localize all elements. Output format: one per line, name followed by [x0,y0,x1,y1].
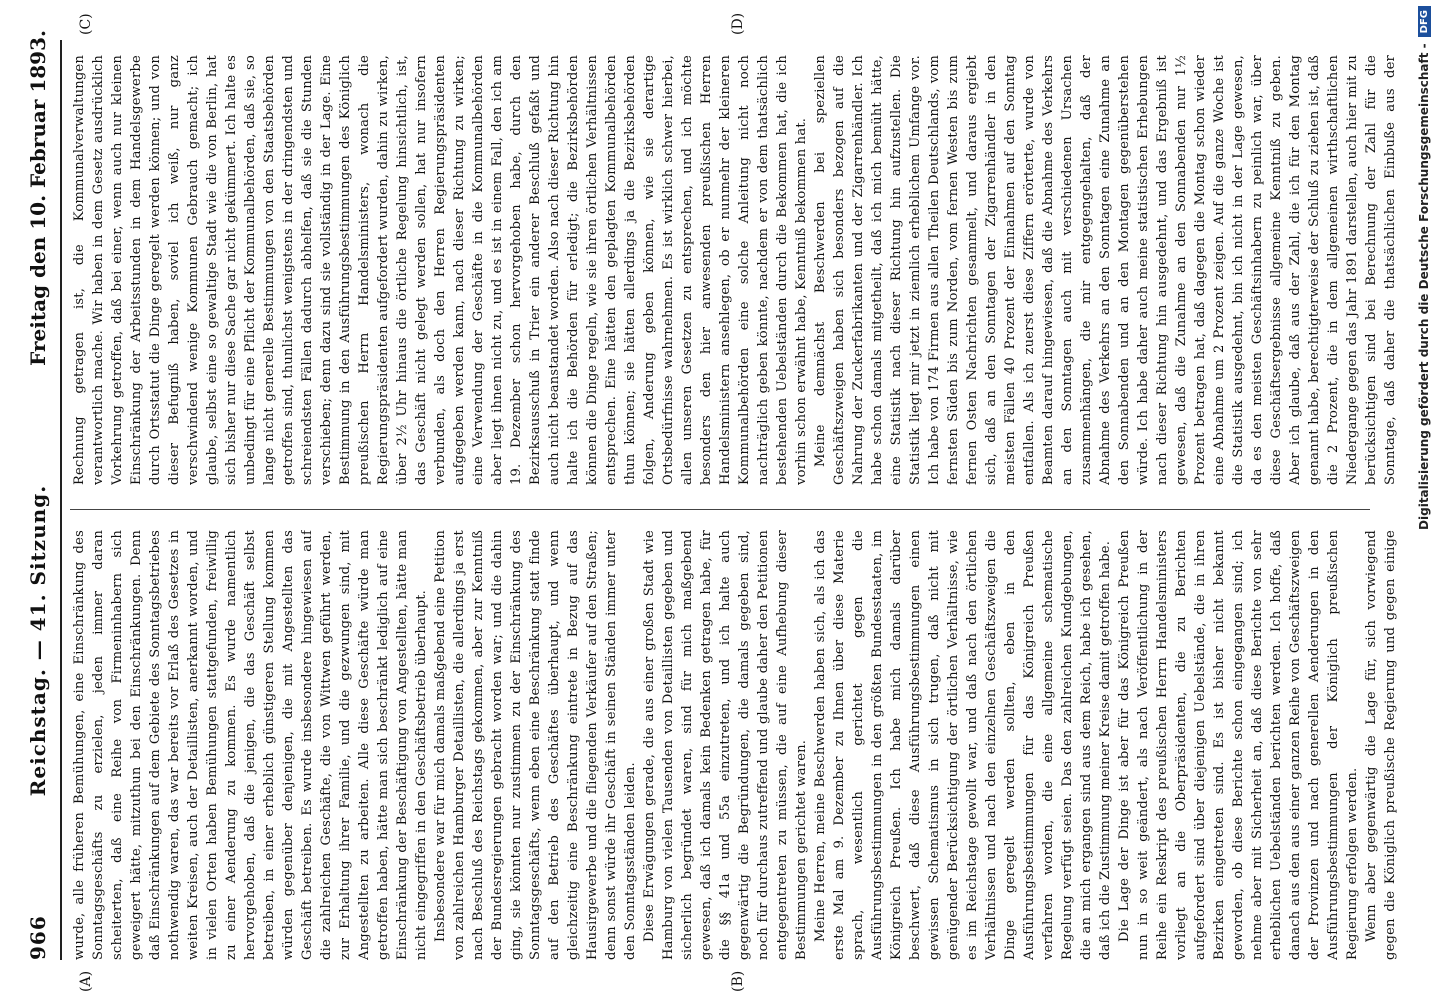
credit-text: Digitalisierung gefördert durch die Deutsche Forschungsgemeinschaft - [1417,43,1431,530]
paragraph: Rechnung getragen ist, die Kommunalverwaltungen verantwortlich mache. Wir haben in dem Gesetz ausdrücklich Vorkehrung getroffen, daß bei einer, wenn auch nur kleinen Einschränkung der Arbeitsstunden in dem Handelsgewerbe durch Ortsstatut die Dinge geregelt werden können; und von dieser Befugniß haben, soviel ich weiß, nur ganz verschwindend wenige Kommunen Gebrauch gemacht; ich glaube, selbst eine so gewaltige Stadt wie die von Berlin, hat sich bisher nur diese Sache gar nicht gekümmert. Ich halte es unbedingt für eine Pflicht der Kommunalbehörden, daß sie, so lange nicht generelle Bestimmungen von den Staatsbehörden getroffen sind, thunlichst wenigstens in der dringendsten und schreiendsten Fällen dadurch abhelfen, daß sie die Stunden verschieben; denn dazu sind sie vollständig in der Lage. Eine Bestimmung in den Ausführungsbestimmungen des Königlich preußischen Herrn Handelsministers, wonach die Regierungspräsidenten aufgefordert wurden, dahin zu wirken, über 2½ Uhr hinaus die örtliche Regelung hinsichtlich, ist, das Geschäft nicht gelegt werden sollen, hat nur insofern verbunden, als doch den Herren Regierungspräsidenten aufgegeben werden kann, nach dieser Richtung zu wirken; eine Verwendung der Geschäfte in die Kommunalbehörden aber liegt ihnen nicht zu, und es ist in einem Fall, den ich am 19. Dezember schon hervorgehoben habe, durch den Bezirksausschuß in Trier ein anderer Beschluß gefaßt und auch nicht beanstandet worden. Also nach dieser Richtung hin halte ich die Behörden für erledigt; die Bezirksbehörden können die Dinge regeln, wie sie ihren örtlichen Verhältnissen entsprechen. Eine hätten den geplagten Kommunalbehörden thun können; sie hätten allerdings ja die Bezirksbehörden folgen, Anderung geben können, wie sie derartige Ortsbedürfnisse wahrnehmen. Es ist wirklich schwer hierbei, allen unseren Gesetzen zu entsprechen, und ich möchte besonders den hier anwesenden preußischen Herren Handelsministern ansehlegen, ob er nunmehr der kleineren Kommunalbehörden eine solche Anleitung nicht noch nachträglich geben könnte, nachdem er von dem thatsächlich bestehenden Uebelständen durch die Bekommen hat, die ich vorhin schon erwähnt habe, Kenntniß bekommen hat. [72,55,809,485]
margin-marker-a: (A) [78,970,94,992]
paragraph: Meine Herren, meine Beschwerden haben sich, als ich das erste Mal am 9. Dezember zu Ihnen über diese Materie sprach, wesentlich gerichtet gegen die Ausführungsbestimmungen in den größten Bundesstaaten, im Königreich Preußen. Ich habe mich damals darüber beschwert, daß diese Ausführungsbestimmungen einen gewissen Schematismus in sich trugen, daß nicht mit genügender Berücksichtigung der örtlichen Verhältnisse, wie es im Reichstage gewollt war, und daß nach den örtlichen Verhältnissen und nach den einzelnen Geschäftszweigen die Dinge geregelt werden sollten, eben in den Ausführungsbestimmungen für das Königreich Preußen verfahren worden, die eine allgemeine schematische Regelung verfügt seien. Das den zahlreichen Kundgebungen, die an mich ergangen sind aus dem Reich, habe ich gesehen, daß ich die Zustimmung meiner Kreise damit getroffen habe. [813,530,1113,960]
paragraph: Meine demnächst Beschwerden bei speziellen Geschäftszweigen haben sich besonders bezogen auf die Nahrung der Zuckerfabrikanten und der Zigarrenhändler. Ich habe schon damals mitgetheilt, daß ich mich bemüht hätte, eine Statistik nach dieser Richtung hin aufzustellen. Die Statistik liegt mir jetzt in ziemlich erheblichem Umfange vor. Ich habe von 174 Firmen aus allen Theilen Deutschlands, vom fernsten Süden bis zum Norden, vom fernen Westen bis zum fernen Osten Nachrichten gesammelt, und daraus ergiebt sich, daß an den Sonntagen der Zigarrenhändler in den meisten Fällen 40 Prozent der Einnahmen auf den Sonntag entfallen. Als ich zuerst diese Ziffern erörterte, wurde von Beamten darauf hingewiesen, daß die Abnahme des Verkehrs an den Sonntagen auch mit verschiedenen Ursachen zusammenhängen, die mir entgegengehalten, daß der Abnahme des Verkehrs an den Sonntagen eine Zunahme an den Sonnabenden und an den Montagen gegenüberstehen würde. Ich habe daher auch meine statistischen Erhebungen nach dieser Richtung hin ausgedehnt, und das Ergebniß ist gewesen, daß die Zunahme an den Sonnabenden nur 1½ Prozent betragen hat, daß dagegen die Montag schon wieder eine Abnahme um 2 Prozent zeigen. Auf die ganze Woche ist die Statistik ausgedehnt, bin ich nicht in der Lage gewesen, da es den meisten Geschäftsinhabern zu peinlich war, über diese Geschäftsergebnisse allgemeine Kenntniß zu geben. Aber ich glaube, daß aus der Zahl, die ich für den Montag genannt habe, berechtigterweise der Schluß zu ziehen ist, daß die 2 Prozent, die in dem allgemeinen wirthschaftlichen Niedergange gegen das Jahr 1891 darstellen, auch hier mit zu berücksichtigen sind bei Berechnung der Zahl für die Sonntage, daß daher die thatsächlichen Einbuße aus der [813,55,1398,485]
dfg-logo: DFG [1418,6,1431,37]
session-title: Reichstag. — 41. Sitzung. [26,484,50,797]
right-column [70,55,1400,485]
paragraph: wurde, alle früheren Bemühungen, eine Einschränkung des Sonntagsgeschäfts zu erzielen, jeden immer daran scheiterten, daß eine Reihe von Firmeninhabern sich geweigert hätte, mitzuthun bei den Einschränkungen. Denn daß Einschränkungen auf dem Gebiete des Sonntagsbetriebes nothwendig waren, das war bereits vor Erlaß des Gesetzes in weiten Kreisen, auch der Detaillisten, anerkannt worden, und in vielen Orten haben Bemühungen stattgefunden, freiwillig zu einer Aenderung zu kommen. Es wurde namentlich hervorgehoben, daß die jenigen, die das Geschäft selbst betreiben, in einer erheblich günstigeren Stellung kommen würden gegenüber denjenigen, die mit Angestellten das Geschäft betreiben. Es wurde insbesondere hingewiesen auf die zahlreichen Geschäfte, die von Wittwen geführt werden, zur Erhaltung ihrer Familie, und die gezwungen sind, mit Angestellten zu arbeiten. Alle diese Geschäfte würde man getroffen haben, hätte man sich beschränkt lediglich auf eine Einschränkung der Beschäftigung von Angestellten, hätte man nicht eingegriffen in den Geschäftsbetrieb überhaupt. [72,530,429,960]
paragraph: Die Lage der Dinge ist aber für das Königreich Preußen nun in so weit geändert, als nach Veröffentlichung in der Reihe ein Reskript des preußischen Herrn Handelsministers vorliegt an die Oberpräsidenten, die zu Berichten aufgefordert sind über diejenigen Uebelstände, die in ihren Bezirken eingetreten sind. Es ist bisher nicht bekannt geworden, ob diese Berichte schon eingegangen sind; ich nehme aber mit Sicherheit an, daß diese Berichte von sehr erheblichen Uebelständen berichten werden. Ich hoffe, daß danach aus den aus einer ganzen Reihe von Geschäftszweigen der Provinzen und nach generellen Aenderungen in den Ausführungsbestimmungen der Königlich preußischen Regierung erfolgen werden. [1117,530,1360,960]
margin-marker-c: (C) [78,13,94,35]
margin-marker-d: (D) [730,12,746,35]
left-column [70,530,1400,960]
column-divider [70,509,1370,510]
paragraph: Diese Erwägungen gerade, die aus einer großen Stadt wie Hamburg von vielen Tausenden von Detaillisten gegeben und sicherlich begründet waren, sind für mich maßgebend gewesen, daß ich damals kein Bedenken getragen habe, für die §§ 41a und 55a einzutreten, und ich halte auch gegenwärtig die Begründungen, die damals gegeben sind, noch für durchaus zutreffend und glaube daher den Petitionen entgegentreten zu müssen, die auf eine Aufhebung dieser Bestimmungen gerichtet waren. [642,530,809,960]
page-header [20,30,56,960]
paragraph: Insbesondere war für mich damals maßgebend eine Petition von zahlreichen Hamburger Detaillisten, die allerdings ja erst nach Beschluß des Reichstags gekommen, aber zur Kenntniß der Bundesregierungen gebracht worden war; und die dahin ging, sie könnten nur zustimmen zu der Einschränkung des Sonntagsgeschäfts, wenn eben eine Beschränkung statt finde auf den Betrieb des Geschäftes überhaupt, und wenn gleichzeitig eine Beschränkung eintrete in Bezug auf das Hausirgewerbe und die fliegenden Verkäufer auf den Straßen; denn sonst würde ihr Geschäft in seinen Ständen immer unter den Sonntagsständen leiden. [433,530,638,960]
paragraph: Wenn aber gegenwärtig die Lage für, sich vorwiegend gegen die Königlich preußische Regierung und gegen einige [1364,530,1398,960]
margin-marker-b: (B) [730,970,746,992]
header-rule [60,40,62,960]
page-number: 966 [26,915,50,960]
session-date: Freitag den 10. Februar 1893. [26,30,50,366]
digitization-credit [1404,0,1432,1000]
